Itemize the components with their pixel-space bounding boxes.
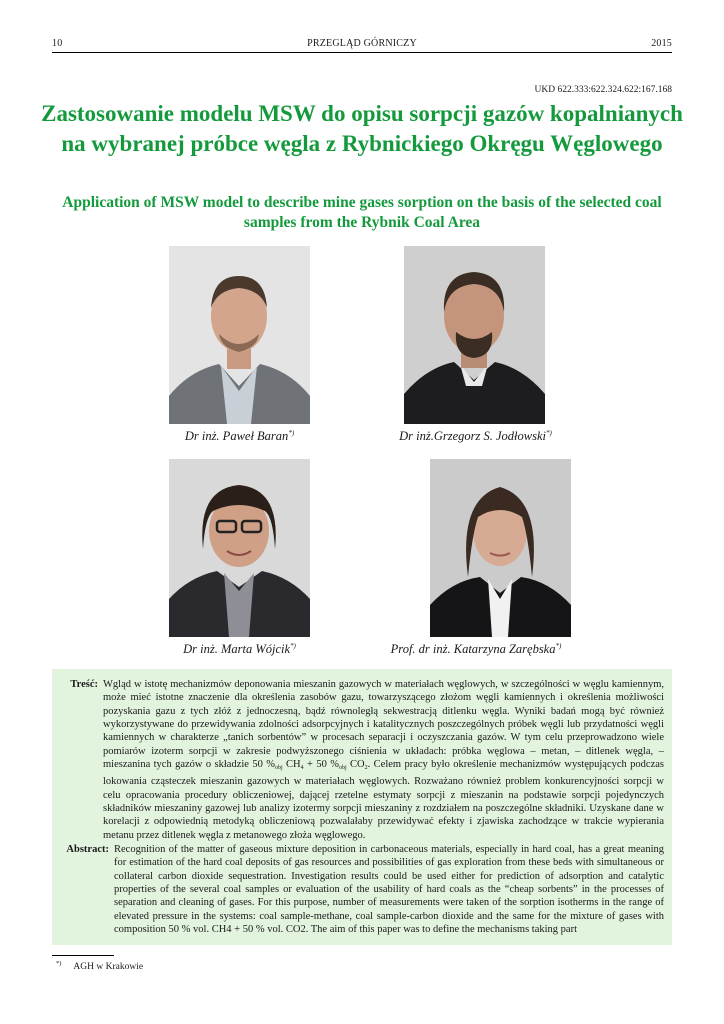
footnote-divider <box>52 955 114 956</box>
affiliation-mark: *) <box>290 642 296 650</box>
footnote <box>56 960 143 972</box>
title-english: Application of MSW model to describe mine gases sorption on the basis of the selected coal samples from the Rybnik Coal Area <box>62 194 662 231</box>
tresc-label: Treść: <box>70 679 98 690</box>
affiliation-mark: *) <box>555 642 562 650</box>
abstract-box <box>52 669 672 945</box>
publication-year: 2015 <box>651 38 672 49</box>
abstract-label: Abstract: <box>66 844 109 855</box>
running-header <box>52 38 672 53</box>
affiliation-mark: *) <box>546 429 552 437</box>
author-photo-wojcik <box>169 459 310 637</box>
author-caption-baran <box>158 429 321 444</box>
author-name: Prof. dr inż. Katarzyna Zarębska <box>390 642 556 657</box>
page-number: 10 <box>52 38 63 49</box>
title-polish: Zastosowanie modelu MSW do opisu sorpcji gazów kopalnianych na wybranej próbce węgla z Rybnickiego Okręgu Węglowego <box>41 101 683 156</box>
author-name: Dr inż.Grzegorz S. Jodłowski <box>399 429 547 444</box>
tresc-text: Wgląd w istotę mechanizmów deponowania mieszanin gazowych w materiałach węglowych, w szczególności w węglu kamiennym, może mieć istotne znaczenie dla określenia zasobów gazu, towarzyszącego złożom węgli kamiennych i określenia możliwości pozyskania gazu z tych złóż z jednoczesną, bądź równoległą sekwestracją ditlenku węgla. Wyniki badań mogą być również wykorzystywane do przewidywania zdolności adsorpcyjnych i katalitycznych poszczególnych próbek węgli lub przydatności węgli kamiennych w charakterze „tanich sorbentów” w procesach separacji i oczyszczania gazów. W tym celu przeprowadzono wiele pomiarów izoterm sorpcji w zakresie podwyższonego ciśnienia w układach: próbka węglowa – metan, – ditlenek węgla, – mieszanina tych gazów o składzie 50 $\%_{obj}$ $CH_4 + 50$ $\%_{obj}$ $CO_2$. Celem pracy było określenie mechanizmów występujących podczas lokowania cząsteczek mieszanin gazowych w materiałach węglowych. Rozważano również problem konkurencyjności sorpcji w celu opracowania procedury obliczeniowej, dającej rzetelne estymaty sorpcji z mieszanin na podstawie sorpcji pojedynczych składników mieszaniny gazowej lub analizy izotermy sorpcji mieszaniny z rozdziałem na poszczególne składniki. Uzyskane dane w korelacji z odpowiednią metodyką obliczeniową pozwalałaby przewidywać efekty i zjawiska zachodzące w trakcie wypierania metanu przez ditlenek węgla z metanowego złoża węglowego. <box>103 679 664 841</box>
footnote-text: AGH w Krakowie <box>73 962 144 973</box>
author-photo-baran <box>169 246 310 424</box>
abstract-text: Recognition of the matter of gaseous mixture deposition in carbonaceous materials, especially in hard coal, has a great meaning for estimation of the hard coal deposits of gas resources and possibilities of gas exploration from these beds with simultaneous or collateral carbon dioxide sequestration. Investigation results could be used either for prediction of adsorption and catalytic properties of the several coal samples or evaluation of the usability of hard coals as the “cheap sorbents” in the processes of separation and cleaning of gases. For this purpose, number of measurements were taken of the sorption isotherms in the range of elevated pressure in the systems: coal sample-methane, coal sample-carbon dioxide and the same for the mixture of gases with composition 50 % vol. CH4 + 50 % vol. CO2. The aim of this paper was to define the mechanisms taking part <box>114 844 664 936</box>
journal-name: PRZEGLĄD GÓRNICZY <box>307 38 417 49</box>
ukd-code: UKD 622.333:622.324.622:167.168 <box>534 85 672 95</box>
author-photo-zarebska <box>430 459 571 637</box>
author-caption-wojcik <box>158 642 321 657</box>
author-caption-zarebska <box>378 642 574 657</box>
footnote-mark: *) <box>56 960 62 967</box>
author-photo-jodlowski <box>404 246 545 424</box>
author-name: Dr inż. Paweł Baran <box>184 429 289 444</box>
author-caption-jodlowski <box>385 429 566 444</box>
affiliation-mark: *) <box>288 429 295 437</box>
author-name: Dr inż. Marta Wójcik <box>183 642 291 657</box>
